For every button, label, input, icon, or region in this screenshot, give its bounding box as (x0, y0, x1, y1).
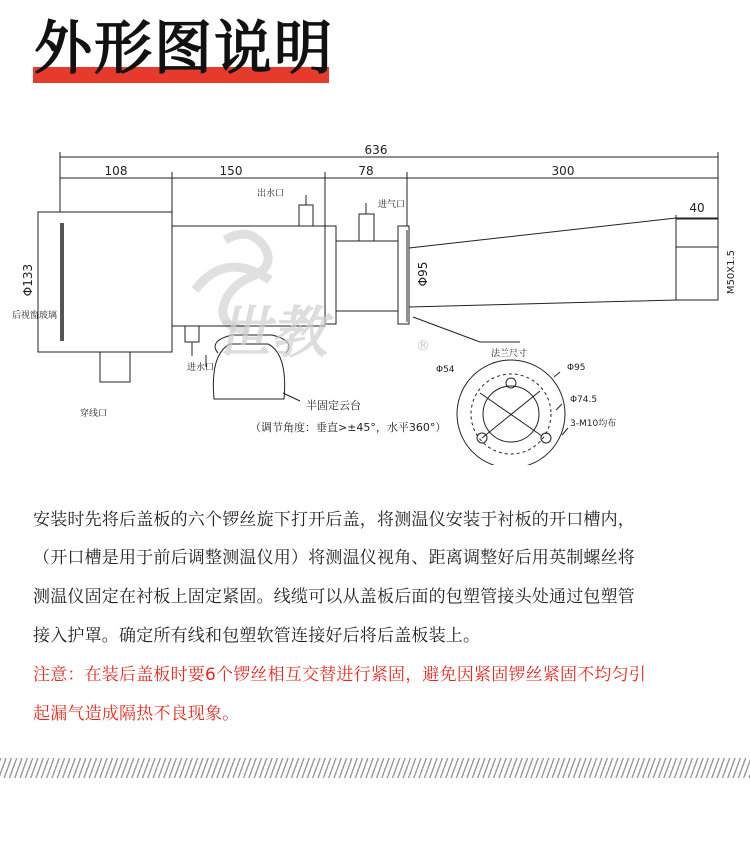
label-phi54: Φ54 (436, 365, 455, 375)
description-line-2: （开口槽是用于前后调整测温仪用）将测温仪视角、距离调整好后用英制螺丝将 (33, 548, 635, 568)
label-holes: 3-M10均布 (570, 419, 617, 429)
dim-150-text: 150 (219, 164, 243, 178)
description-line-3: 测温仪固定在衬板上固定紧固。线缆可以从盖板后面的包塑管接头处通过包塑管 (33, 587, 635, 607)
bottom-stripe-divider (0, 758, 750, 778)
label-cable-port: 穿线口 (80, 409, 108, 419)
watermark-registered-mark: ® (416, 338, 430, 354)
watermark-brand-text: 世教 (212, 300, 339, 366)
dimension-drawing (0, 120, 750, 465)
label-water-out: 出水口 (257, 189, 285, 199)
dim-thread-text: M50X1.5 (726, 249, 737, 295)
label-water-in: 进水口 (187, 363, 215, 373)
label-rear-glass: 后视窗玻璃 (12, 311, 58, 321)
label-air-in: 进气口 (378, 200, 406, 210)
description-line-4: 接入护罩。确定所有线和包塑软管连接好后将后盖板装上。 (33, 626, 481, 646)
dim-body-diameter-text: Φ133 (21, 263, 35, 297)
dim-300-text: 300 (551, 164, 575, 178)
dim-78-text: 78 (358, 164, 374, 178)
page-title: 外形图说明 (34, 14, 335, 82)
note-line-2: 起漏气造成隔热不良现象。 (33, 704, 240, 724)
dim-108-text: 108 (104, 164, 128, 178)
label-angle: （调节角度：垂直>±45°，水平360°） (250, 421, 447, 434)
label-phi95: Φ95 (567, 363, 586, 373)
label-flange-size: 法兰尺寸 (491, 349, 528, 359)
dim-flange-diameter-text: Φ95 (416, 261, 430, 287)
label-phi74: Φ74.5 (570, 395, 598, 405)
dim-40-text: 40 (689, 201, 705, 215)
note-line-1: 注意：在装后盖板时要6个锣丝相互交替进行紧固，避免因紧固锣丝紧固不均匀引 (33, 665, 647, 685)
dim-total-text: 636 (364, 143, 388, 157)
label-mount: 半固定云台 (306, 399, 361, 412)
description-line-1: 安装时先将后盖板的六个锣丝旋下打开后盖，将测温仪安装于衬板的开口槽内， (33, 510, 635, 530)
